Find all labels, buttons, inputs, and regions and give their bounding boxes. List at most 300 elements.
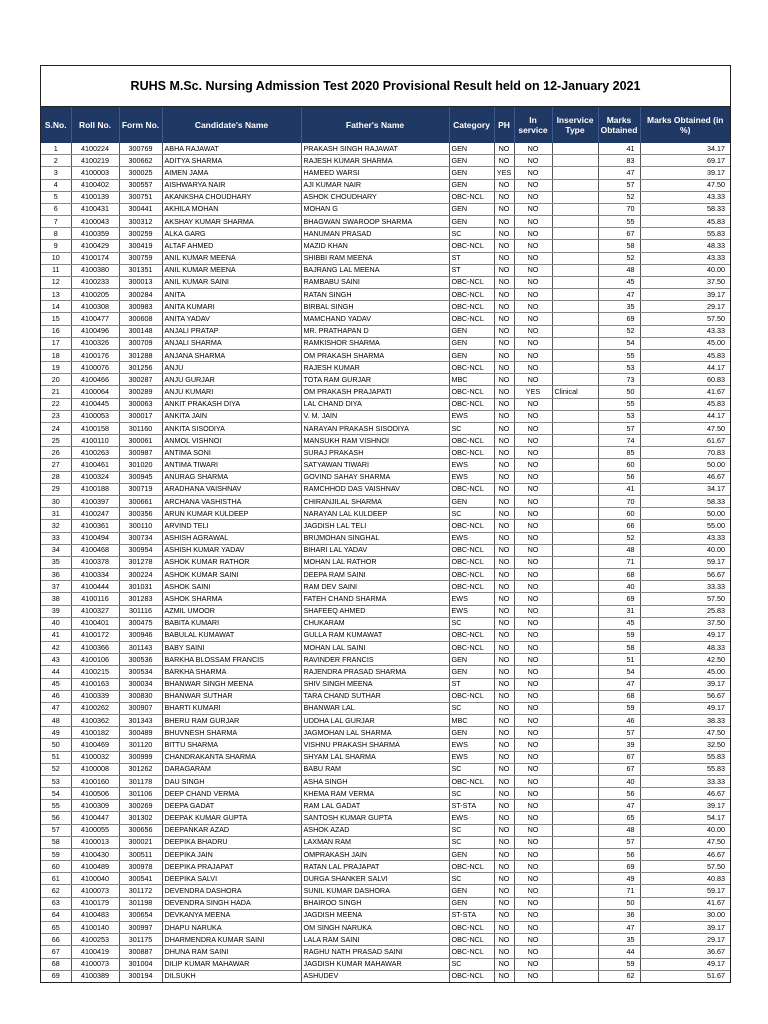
cell-in-service: NO	[514, 958, 552, 970]
cell-candidate-name: ANIL KUMAR MEENA	[162, 252, 301, 264]
cell-category: GEN	[449, 654, 494, 666]
cell-in-service: NO	[514, 203, 552, 215]
cell-marks-percent: 32.50	[640, 739, 730, 751]
cell-inservice-type	[552, 435, 598, 447]
cell-category: OBC-NCL	[449, 569, 494, 581]
cell-in-service: NO	[514, 775, 552, 787]
cell-ph: NO	[494, 885, 514, 897]
cell-form-no: 300017	[119, 410, 162, 422]
cell-candidate-name: ALKA GARG	[162, 228, 301, 240]
cell-category: GEN	[449, 666, 494, 678]
cell-sno: 67	[41, 946, 71, 958]
cell-candidate-name: ANJU	[162, 362, 301, 374]
cell-category: GEN	[449, 325, 494, 337]
cell-category: SC	[449, 228, 494, 240]
cell-father-name: RAMKISHOR SHARMA	[301, 337, 449, 349]
cell-marks: 41	[598, 143, 640, 155]
header-row	[41, 107, 730, 143]
cell-ph: NO	[494, 970, 514, 982]
cell-category: GEN	[449, 155, 494, 167]
cell-father-name: MOHAN G	[301, 203, 449, 215]
cell-candidate-name: DHAPU NARUKA	[162, 922, 301, 934]
cell-in-service: NO	[514, 495, 552, 507]
cell-marks-percent: 48.33	[640, 240, 730, 252]
cell-category: SC	[449, 788, 494, 800]
cell-marks: 59	[598, 958, 640, 970]
table-row	[41, 727, 730, 739]
cell-ph: NO	[494, 678, 514, 690]
cell-form-no: 300751	[119, 191, 162, 203]
cell-form-no: 301031	[119, 581, 162, 593]
cell-sno: 39	[41, 605, 71, 617]
cell-inservice-type	[552, 617, 598, 629]
cell-form-no: 300983	[119, 301, 162, 313]
cell-father-name: DEEPA RAM SAINI	[301, 569, 449, 581]
cell-marks: 56	[598, 471, 640, 483]
table-row	[41, 629, 730, 641]
cell-category: EWS	[449, 751, 494, 763]
cell-ph: NO	[494, 654, 514, 666]
cell-form-no: 301262	[119, 763, 162, 775]
cell-ph: NO	[494, 934, 514, 946]
cell-sno: 12	[41, 276, 71, 288]
cell-roll-no: 4100163	[71, 678, 119, 690]
cell-inservice-type	[552, 739, 598, 751]
table-row	[41, 848, 730, 860]
cell-father-name: RATAN SINGH	[301, 289, 449, 301]
cell-sno: 54	[41, 788, 71, 800]
cell-roll-no: 4100401	[71, 617, 119, 629]
cell-sno: 6	[41, 203, 71, 215]
cell-sno: 60	[41, 861, 71, 873]
cell-form-no: 300759	[119, 252, 162, 264]
cell-ph: NO	[494, 569, 514, 581]
cell-form-no: 300269	[119, 800, 162, 812]
cell-roll-no: 4100431	[71, 203, 119, 215]
cell-father-name: RAMCHHOD DAS VAISHNAV	[301, 483, 449, 495]
cell-ph: NO	[494, 666, 514, 678]
cell-inservice-type	[552, 702, 598, 714]
cell-category: SC	[449, 836, 494, 848]
cell-father-name: HAMEED WARSI	[301, 167, 449, 179]
cell-category: OBC-NCL	[449, 520, 494, 532]
cell-ph: NO	[494, 629, 514, 641]
table-row	[41, 495, 730, 507]
cell-in-service: NO	[514, 447, 552, 459]
table-row	[41, 824, 730, 836]
cell-roll-no: 4100366	[71, 642, 119, 654]
cell-category: SC	[449, 763, 494, 775]
cell-marks-percent: 40.83	[640, 873, 730, 885]
cell-in-service: NO	[514, 398, 552, 410]
cell-candidate-name: CHANDRAKANTA SHARMA	[162, 751, 301, 763]
cell-category: OBC-NCL	[449, 301, 494, 313]
cell-ph: NO	[494, 508, 514, 520]
cell-candidate-name: ANITA KUMARI	[162, 301, 301, 313]
cell-category: GEN	[449, 495, 494, 507]
cell-marks: 83	[598, 155, 640, 167]
cell-in-service: NO	[514, 605, 552, 617]
cell-roll-no: 4100160	[71, 775, 119, 787]
cell-roll-no: 4100013	[71, 836, 119, 848]
cell-category: EWS	[449, 459, 494, 471]
cell-candidate-name: ANMOL VISHNOI	[162, 435, 301, 447]
cell-roll-no: 4100419	[71, 946, 119, 958]
cell-form-no: 301106	[119, 788, 162, 800]
table-row	[41, 800, 730, 812]
cell-candidate-name: DEVENDRA DASHORA	[162, 885, 301, 897]
cell-roll-no: 4100172	[71, 629, 119, 641]
cell-marks: 57	[598, 422, 640, 434]
cell-marks: 54	[598, 337, 640, 349]
cell-sno: 2	[41, 155, 71, 167]
cell-form-no: 300887	[119, 946, 162, 958]
cell-ph: NO	[494, 690, 514, 702]
cell-category: OBC-NCL	[449, 970, 494, 982]
cell-in-service: NO	[514, 240, 552, 252]
cell-inservice-type	[552, 654, 598, 666]
cell-in-service: NO	[514, 179, 552, 191]
cell-father-name: RAJESH KUMAR	[301, 362, 449, 374]
cell-sno: 20	[41, 374, 71, 386]
cell-sno: 49	[41, 727, 71, 739]
cell-inservice-type	[552, 398, 598, 410]
cell-marks: 41	[598, 483, 640, 495]
cell-ph: NO	[494, 483, 514, 495]
table-row	[41, 885, 730, 897]
cell-marks: 62	[598, 970, 640, 982]
cell-sno: 11	[41, 264, 71, 276]
cell-category: OBC-NCL	[449, 556, 494, 568]
cell-sno: 41	[41, 629, 71, 641]
cell-sno: 38	[41, 593, 71, 605]
cell-marks-percent: 49.17	[640, 958, 730, 970]
cell-father-name: SURAJ PRAKASH	[301, 447, 449, 459]
cell-category: GEN	[449, 216, 494, 228]
cell-ph: NO	[494, 958, 514, 970]
cell-in-service: NO	[514, 422, 552, 434]
table-row	[41, 788, 730, 800]
cell-ph: NO	[494, 922, 514, 934]
cell-form-no: 300719	[119, 483, 162, 495]
header-inservice-type: Inservice Type	[552, 107, 598, 143]
table-row	[41, 593, 730, 605]
cell-marks-percent: 47.50	[640, 179, 730, 191]
cell-roll-no: 4100139	[71, 191, 119, 203]
cell-category: OBC-NCL	[449, 922, 494, 934]
cell-roll-no: 4100483	[71, 909, 119, 921]
cell-in-service: NO	[514, 788, 552, 800]
cell-marks-percent: 36.67	[640, 946, 730, 958]
cell-sno: 64	[41, 909, 71, 921]
cell-in-service: NO	[514, 751, 552, 763]
cell-marks: 71	[598, 556, 640, 568]
cell-marks-percent: 59.17	[640, 556, 730, 568]
cell-ph: NO	[494, 228, 514, 240]
cell-candidate-name: ANJALI PRATAP	[162, 325, 301, 337]
cell-inservice-type	[552, 666, 598, 678]
cell-sno: 30	[41, 495, 71, 507]
cell-roll-no: 4100224	[71, 143, 119, 155]
cell-form-no: 301004	[119, 958, 162, 970]
cell-ph: NO	[494, 520, 514, 532]
cell-inservice-type	[552, 252, 598, 264]
cell-ph: NO	[494, 240, 514, 252]
cell-sno: 56	[41, 812, 71, 824]
cell-marks: 51	[598, 654, 640, 666]
cell-inservice-type	[552, 216, 598, 228]
cell-in-service: NO	[514, 617, 552, 629]
cell-marks-percent: 39.17	[640, 800, 730, 812]
cell-marks-percent: 60.83	[640, 374, 730, 386]
table-row	[41, 751, 730, 763]
cell-ph: NO	[494, 495, 514, 507]
cell-roll-no: 4100461	[71, 459, 119, 471]
cell-category: OBC-NCL	[449, 946, 494, 958]
cell-form-no: 300654	[119, 909, 162, 921]
cell-form-no: 300945	[119, 471, 162, 483]
cell-father-name: HANUMAN PRASAD	[301, 228, 449, 240]
cell-category: OBC-NCL	[449, 642, 494, 654]
cell-marks: 69	[598, 593, 640, 605]
cell-roll-no: 4100380	[71, 264, 119, 276]
cell-candidate-name: BARKHA BLOSSAM FRANCIS	[162, 654, 301, 666]
cell-category: GEN	[449, 848, 494, 860]
cell-form-no: 300287	[119, 374, 162, 386]
cell-in-service: NO	[514, 155, 552, 167]
cell-category: OBC-NCL	[449, 690, 494, 702]
cell-sno: 61	[41, 873, 71, 885]
cell-form-no: 300025	[119, 167, 162, 179]
cell-roll-no: 4100327	[71, 605, 119, 617]
cell-marks-percent: 43.33	[640, 325, 730, 337]
cell-sno: 42	[41, 642, 71, 654]
cell-inservice-type	[552, 946, 598, 958]
cell-father-name: LAL CHAND DIYA	[301, 398, 449, 410]
cell-roll-no: 4100053	[71, 410, 119, 422]
table-row	[41, 240, 730, 252]
cell-form-no: 300734	[119, 532, 162, 544]
cell-roll-no: 4100469	[71, 739, 119, 751]
cell-marks-percent: 48.33	[640, 642, 730, 654]
cell-marks-percent: 42.50	[640, 654, 730, 666]
cell-ph: NO	[494, 422, 514, 434]
cell-form-no: 301302	[119, 812, 162, 824]
cell-sno: 7	[41, 216, 71, 228]
cell-marks-percent: 47.50	[640, 422, 730, 434]
cell-category: OBC-NCL	[449, 313, 494, 325]
cell-father-name: RAJENDRA PRASAD SHARMA	[301, 666, 449, 678]
table-row	[41, 605, 730, 617]
cell-sno: 17	[41, 337, 71, 349]
cell-candidate-name: ANJU KUMARI	[162, 386, 301, 398]
cell-marks-percent: 50.00	[640, 459, 730, 471]
cell-father-name: MANSUKH RAM VISHNOI	[301, 435, 449, 447]
table-row	[41, 191, 730, 203]
cell-father-name: BRIJMOHAN SINGHAL	[301, 532, 449, 544]
cell-father-name: SHIBBI RAM MEENA	[301, 252, 449, 264]
cell-ph: NO	[494, 739, 514, 751]
cell-marks: 66	[598, 520, 640, 532]
cell-in-service: NO	[514, 289, 552, 301]
cell-candidate-name: BHARTI KUMARI	[162, 702, 301, 714]
table-row	[41, 374, 730, 386]
table-row	[41, 252, 730, 264]
cell-inservice-type	[552, 690, 598, 702]
cell-father-name: PRAKASH SINGH RAJAWAT	[301, 143, 449, 155]
cell-ph: NO	[494, 642, 514, 654]
cell-inservice-type	[552, 240, 598, 252]
cell-marks: 47	[598, 678, 640, 690]
cell-roll-no: 4100444	[71, 581, 119, 593]
cell-inservice-type	[552, 922, 598, 934]
cell-ph: NO	[494, 386, 514, 398]
cell-candidate-name: DEVENDRA SINGH HADA	[162, 897, 301, 909]
table-row	[41, 861, 730, 873]
cell-father-name: ASHOK AZAD	[301, 824, 449, 836]
cell-marks-percent: 47.50	[640, 727, 730, 739]
cell-marks-percent: 46.67	[640, 471, 730, 483]
cell-inservice-type	[552, 191, 598, 203]
cell-roll-no: 4100247	[71, 508, 119, 520]
cell-category: GEN	[449, 897, 494, 909]
cell-candidate-name: ASHOK SAINI	[162, 581, 301, 593]
cell-marks: 45	[598, 276, 640, 288]
cell-form-no: 300954	[119, 544, 162, 556]
cell-category: OBC-NCL	[449, 775, 494, 787]
table-row	[41, 435, 730, 447]
cell-form-no: 301343	[119, 715, 162, 727]
cell-father-name: BIHARI LAL YADAV	[301, 544, 449, 556]
cell-candidate-name: DILIP KUMAR MAHAWAR	[162, 958, 301, 970]
cell-category: GEN	[449, 179, 494, 191]
cell-sno: 50	[41, 739, 71, 751]
cell-inservice-type	[552, 508, 598, 520]
cell-sno: 1	[41, 143, 71, 155]
cell-marks-percent: 56.67	[640, 690, 730, 702]
cell-form-no: 300148	[119, 325, 162, 337]
cell-form-no: 300541	[119, 873, 162, 885]
cell-marks: 56	[598, 788, 640, 800]
cell-candidate-name: DEEPIKA BHADRU	[162, 836, 301, 848]
cell-father-name: TARA CHAND SUTHAR	[301, 690, 449, 702]
cell-marks: 57	[598, 836, 640, 848]
cell-father-name: UDDHA LAL GURJAR	[301, 715, 449, 727]
cell-sno: 27	[41, 459, 71, 471]
cell-father-name: SHAFEEQ AHMED	[301, 605, 449, 617]
cell-inservice-type	[552, 581, 598, 593]
cell-candidate-name: DARAGARAM	[162, 763, 301, 775]
cell-in-service: NO	[514, 739, 552, 751]
cell-form-no: 300419	[119, 240, 162, 252]
cell-marks: 73	[598, 374, 640, 386]
cell-form-no: 300608	[119, 313, 162, 325]
cell-ph: NO	[494, 946, 514, 958]
cell-marks-percent: 70.83	[640, 447, 730, 459]
table-row	[41, 970, 730, 982]
cell-form-no: 301288	[119, 349, 162, 361]
cell-father-name: RAGHU NATH PRASAD SAINI	[301, 946, 449, 958]
table-row	[41, 508, 730, 520]
cell-ph: NO	[494, 532, 514, 544]
cell-father-name: JAGDISH MEENA	[301, 909, 449, 921]
cell-category: SC	[449, 422, 494, 434]
cell-in-service: NO	[514, 532, 552, 544]
cell-form-no: 300489	[119, 727, 162, 739]
cell-sno: 32	[41, 520, 71, 532]
cell-marks-percent: 57.50	[640, 593, 730, 605]
cell-marks: 48	[598, 264, 640, 276]
cell-category: GEN	[449, 885, 494, 897]
cell-in-service: NO	[514, 410, 552, 422]
header-roll-no: Roll No.	[71, 107, 119, 143]
cell-sno: 34	[41, 544, 71, 556]
table-row	[41, 203, 730, 215]
cell-ph: NO	[494, 824, 514, 836]
cell-marks: 55	[598, 216, 640, 228]
cell-sno: 24	[41, 422, 71, 434]
cell-category: GEN	[449, 727, 494, 739]
cell-father-name: NARAYAN LAL KULDEEP	[301, 508, 449, 520]
cell-roll-no: 4100389	[71, 970, 119, 982]
cell-in-service: NO	[514, 191, 552, 203]
cell-ph: NO	[494, 471, 514, 483]
cell-form-no: 301143	[119, 642, 162, 654]
cell-marks-percent: 33.33	[640, 775, 730, 787]
table-row	[41, 264, 730, 276]
cell-father-name: OM PRAKASH SHARMA	[301, 349, 449, 361]
cell-in-service: NO	[514, 337, 552, 349]
header-father-name: Father's Name	[301, 107, 449, 143]
cell-form-no: 300997	[119, 922, 162, 934]
cell-candidate-name: ANIL KUMAR MEENA	[162, 264, 301, 276]
cell-category: OBC-NCL	[449, 629, 494, 641]
cell-roll-no: 4100040	[71, 873, 119, 885]
cell-inservice-type	[552, 289, 598, 301]
cell-father-name: FATEH CHAND SHARMA	[301, 593, 449, 605]
cell-sno: 22	[41, 398, 71, 410]
table-row	[41, 666, 730, 678]
cell-father-name: SUNIL KUMAR DASHORA	[301, 885, 449, 897]
cell-sno: 57	[41, 824, 71, 836]
header-marks-percent: Marks Obtained (in %)	[640, 107, 730, 143]
cell-ph: NO	[494, 897, 514, 909]
cell-in-service: NO	[514, 362, 552, 374]
cell-inservice-type	[552, 143, 598, 155]
cell-marks-percent: 61.67	[640, 435, 730, 447]
cell-candidate-name: ASHOK KUMAR RATHOR	[162, 556, 301, 568]
cell-category: SC	[449, 824, 494, 836]
cell-in-service: NO	[514, 946, 552, 958]
cell-marks-percent: 49.17	[640, 629, 730, 641]
cell-in-service: NO	[514, 435, 552, 447]
cell-form-no: 300356	[119, 508, 162, 520]
cell-inservice-type	[552, 873, 598, 885]
cell-category: OBC-NCL	[449, 191, 494, 203]
table-row	[41, 289, 730, 301]
cell-form-no: 300013	[119, 276, 162, 288]
cell-ph: NO	[494, 289, 514, 301]
cell-sno: 59	[41, 848, 71, 860]
cell-in-service: NO	[514, 824, 552, 836]
cell-inservice-type	[552, 349, 598, 361]
cell-marks: 48	[598, 544, 640, 556]
cell-roll-no: 4100188	[71, 483, 119, 495]
cell-inservice-type	[552, 155, 598, 167]
cell-ph: NO	[494, 593, 514, 605]
cell-candidate-name: DEEPIKA SALVI	[162, 873, 301, 885]
cell-marks-percent: 43.33	[640, 191, 730, 203]
